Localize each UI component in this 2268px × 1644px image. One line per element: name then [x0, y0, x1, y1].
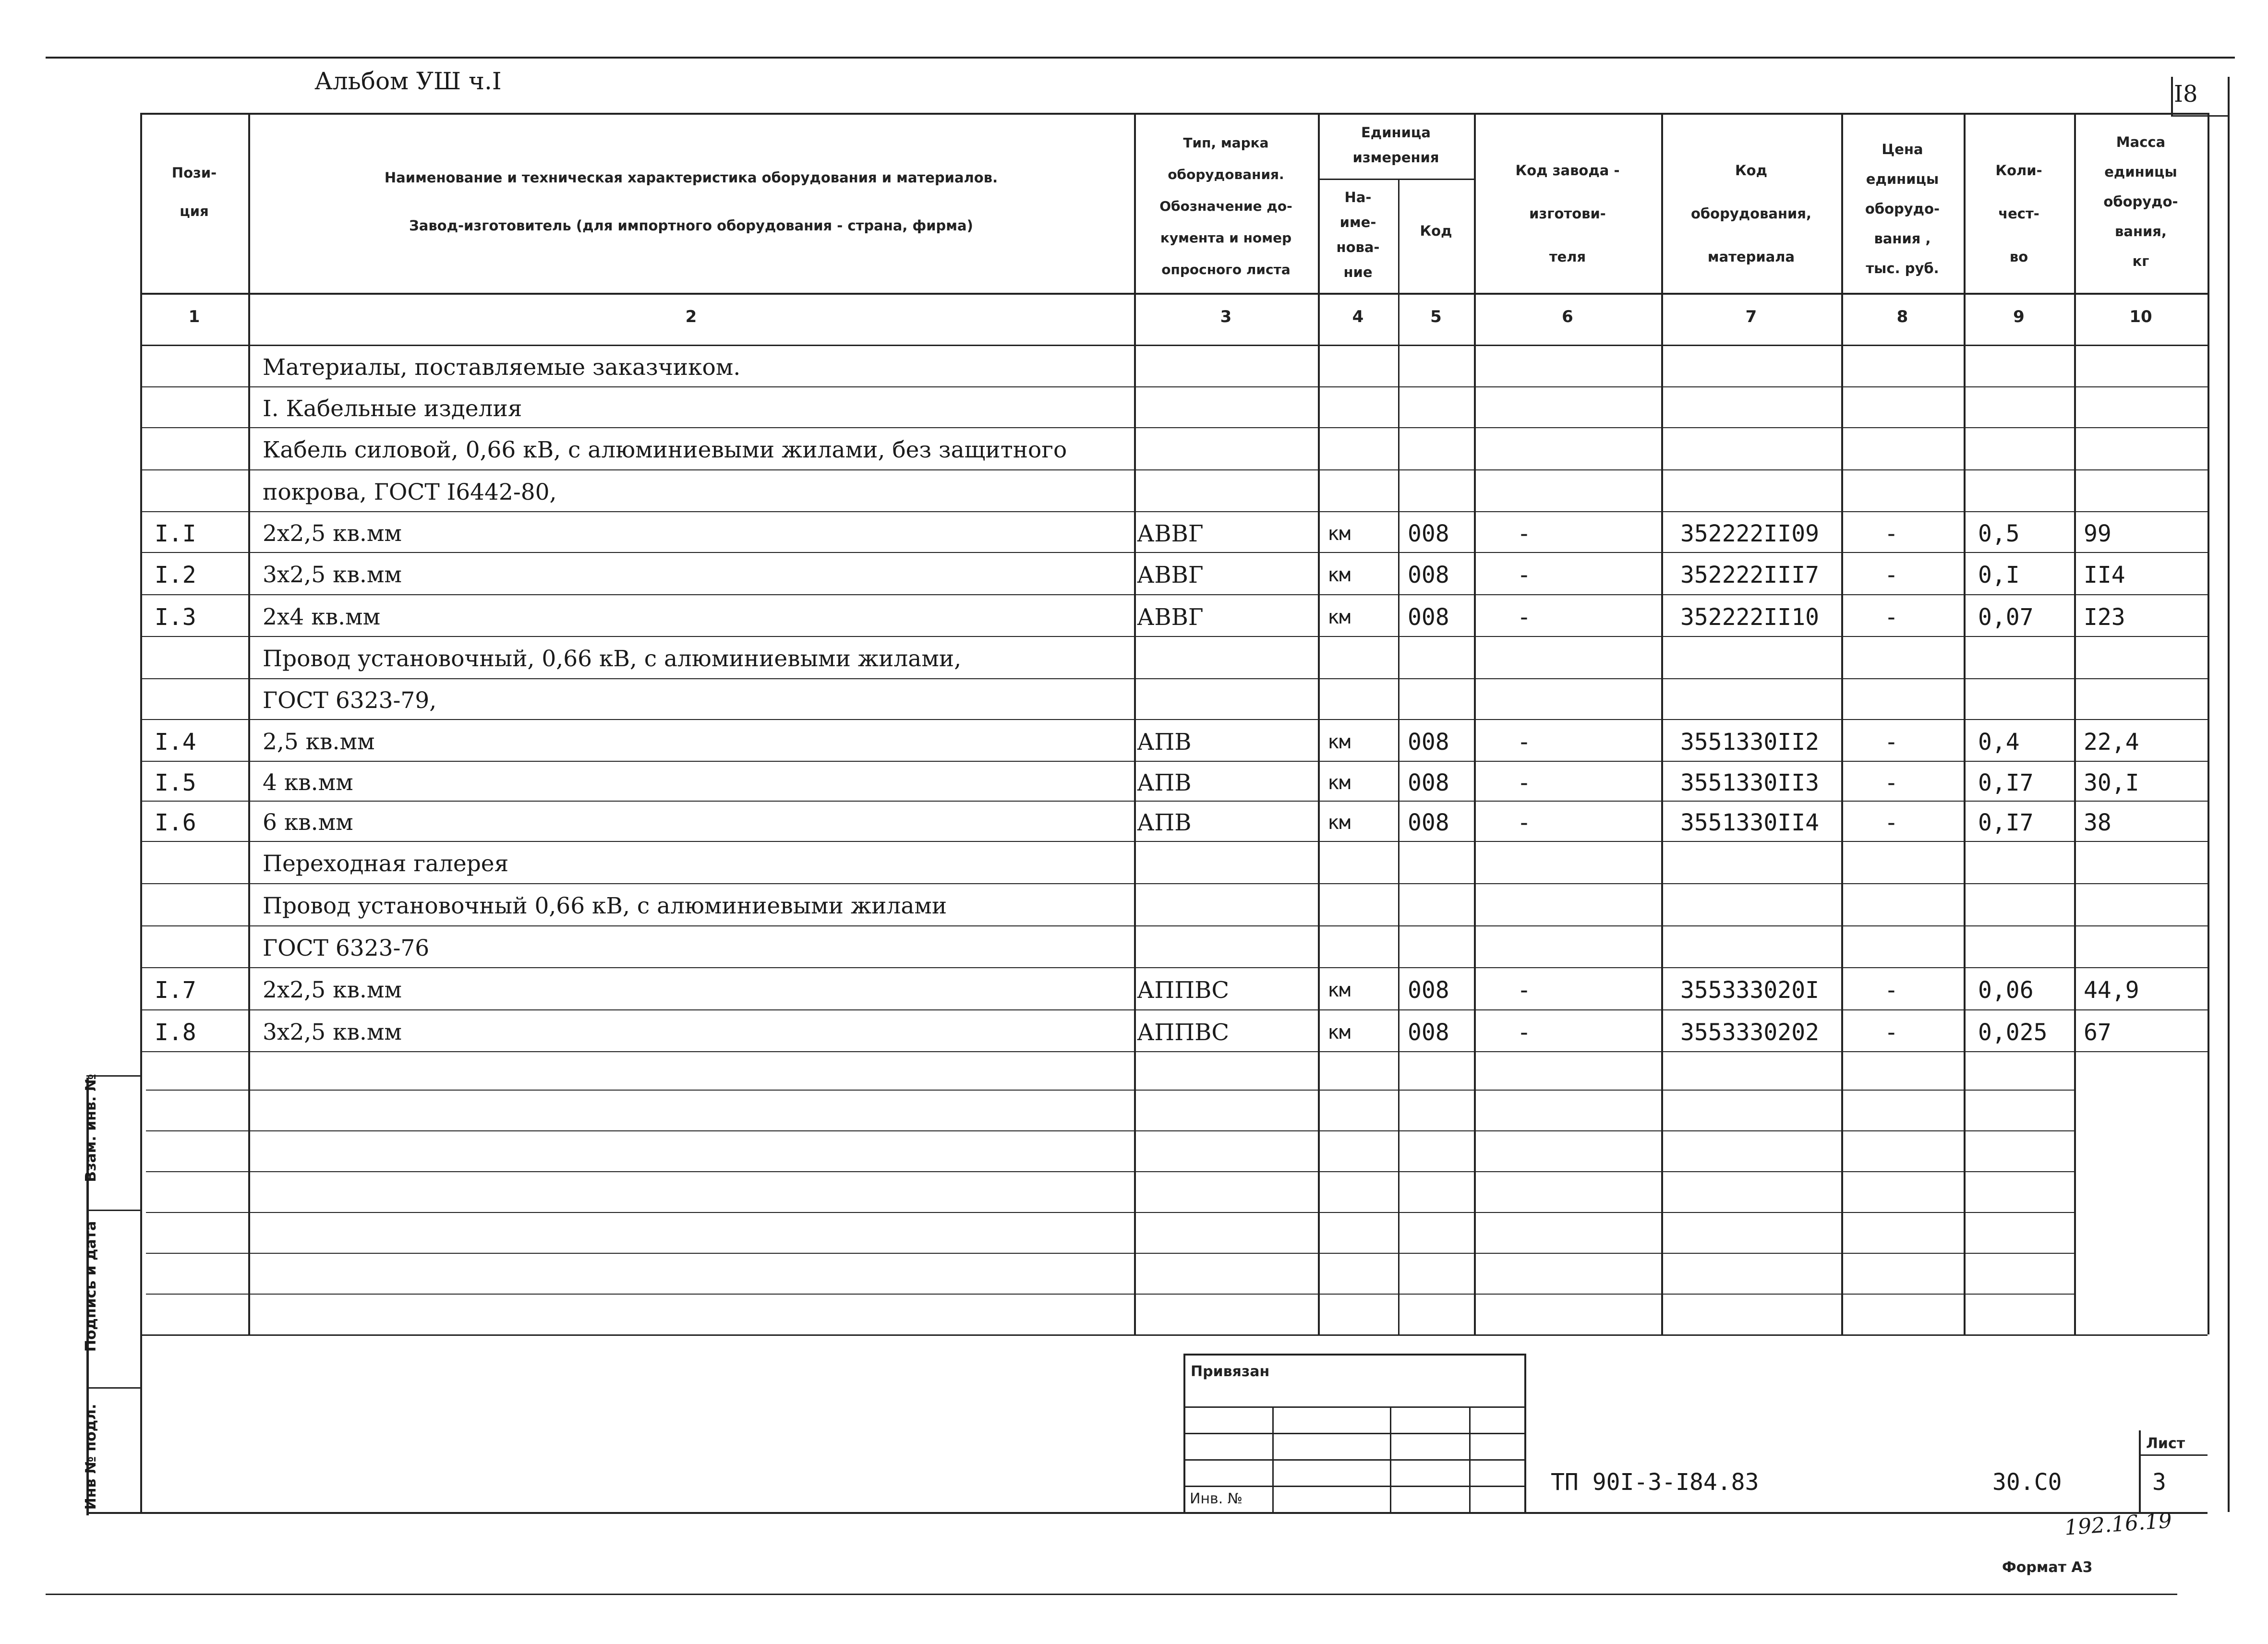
name-cell: ГОСТ 6323-79,	[263, 687, 437, 714]
price-cell: -	[1884, 728, 1898, 756]
position-cell: I.7	[155, 977, 196, 1004]
factory-code-cell: -	[1517, 603, 1531, 631]
name-cell: покрова, ГОСТ I6442-80,	[263, 479, 557, 505]
header-c3-line: оборудования.	[1168, 167, 1284, 182]
factory-code-cell: -	[1517, 1019, 1531, 1046]
stamp-hline	[1183, 1433, 1526, 1434]
row-line	[140, 594, 2208, 595]
name-cell: 2х2,5 кв.мм	[263, 520, 402, 547]
name-cell: 3х2,5 кв.мм	[263, 1019, 402, 1045]
body-bottom-border	[140, 1334, 2208, 1336]
type-cell: АПВ	[1137, 809, 1192, 836]
grid-vline	[1841, 113, 1843, 1334]
stamp-hline	[1183, 1486, 1526, 1487]
factory-code-cell: -	[1517, 769, 1531, 796]
side-label-podpis: Подпись и дата	[83, 1221, 99, 1352]
header-c6	[1474, 149, 1661, 278]
left-strip-vline	[140, 1075, 142, 1512]
header-c10-line: Масса	[2116, 134, 2166, 150]
stamp-vline	[1390, 1406, 1391, 1512]
header-c4	[1318, 185, 1398, 285]
name-cell: 2,5 кв.мм	[263, 728, 375, 755]
album-label: Альбом УШ ч.I	[314, 67, 502, 95]
frame-bottom	[46, 1594, 2177, 1595]
name-cell: Материалы, поставляемые заказчиком.	[263, 354, 741, 381]
quantity-cell: 0,06	[1978, 977, 2034, 1004]
quantity-cell: 0,4	[1978, 728, 2020, 756]
name-cell: Кабель силовой, 0,66 кВ, с алюминиевыми жилами, без защитного	[263, 437, 1067, 463]
row-line	[140, 636, 2208, 637]
row-line	[140, 552, 2208, 553]
type-cell: АППВС	[1137, 977, 1230, 1004]
type-cell: АППВС	[1137, 1019, 1230, 1046]
header-c6-line: теля	[1549, 249, 1586, 265]
stamp-hline	[1183, 1406, 1526, 1408]
header-c45_top-line: Единица	[1361, 124, 1431, 141]
header-c8-line: вания ,	[1874, 230, 1931, 247]
row-line	[140, 841, 2208, 842]
unit-cell: км	[1327, 564, 1351, 586]
header-c7-line: оборудования,	[1690, 205, 1812, 222]
mass-cell: 67	[2084, 1019, 2111, 1046]
mass-cell: 22,4	[2084, 728, 2139, 756]
name-cell: 6 кв.мм	[263, 809, 353, 836]
code-cell: 008	[1408, 562, 1449, 588]
name-cell: Провод установочный, 0,66 кВ, с алюминиевыми жилами,	[263, 646, 962, 672]
code-cell: 008	[1408, 728, 1449, 756]
column-number: 4	[1352, 307, 1364, 326]
type-cell: АПВ	[1137, 769, 1192, 796]
position-cell: I.8	[155, 1019, 196, 1046]
header-c7	[1661, 149, 1841, 278]
header-bottom-border	[140, 293, 2208, 295]
header-c4-line: нова-	[1336, 239, 1380, 255]
price-cell: -	[1884, 603, 1898, 631]
price-cell: -	[1884, 1019, 1898, 1046]
frame-lower-bottom	[86, 1512, 2208, 1514]
column-number: 7	[1745, 307, 1757, 326]
header-c3-line: опросного листа	[1161, 262, 1291, 277]
header-c4-line: ние	[1343, 264, 1373, 280]
side-box-divider	[86, 1387, 142, 1389]
row-line	[140, 925, 2208, 926]
header-c10-line: вания,	[2115, 223, 2167, 240]
quantity-cell: 0,I	[1978, 562, 2020, 588]
row-line	[140, 386, 2208, 387]
column-number: 10	[2129, 307, 2152, 326]
side-label-inv: Инв № подл.	[83, 1404, 99, 1510]
stamp-hline	[1183, 1459, 1526, 1461]
sheet-box-bottom	[2171, 115, 2229, 117]
header-c3-line: Тип, марка	[1183, 135, 1269, 151]
mass-cell: 38	[2084, 809, 2111, 836]
unit-cell: км	[1327, 771, 1351, 794]
price-cell: -	[1884, 809, 1898, 836]
name-cell: ГОСТ 6323-76	[263, 935, 430, 961]
header-c10-line: кг	[2132, 253, 2149, 269]
frame-right	[2228, 77, 2230, 1512]
material-code-cell: 352222II10	[1680, 603, 1819, 631]
empty-row-line	[146, 1130, 2074, 1131]
number-row-bottom-border	[140, 345, 2208, 346]
sheet-box-left	[2171, 77, 2173, 115]
stamp-top	[1183, 1354, 1526, 1356]
stamp-section: 30.С0	[1992, 1469, 2062, 1496]
header-c1-line: ция	[180, 203, 209, 219]
empty-row-line	[146, 1171, 2074, 1172]
mass-cell: II4	[2084, 562, 2125, 588]
header-c7-line: Код	[1735, 162, 1768, 179]
header-c2-line: Наименование и техническая характеристика оборудования и материалов.	[384, 169, 998, 186]
mass-cell: 30,I	[2084, 769, 2139, 796]
header-c3-line: Обозначение до-	[1159, 198, 1292, 214]
header-c5-line: Код	[1420, 223, 1452, 239]
header-c9-line: Коли-	[1995, 162, 2042, 179]
position-cell: I.2	[155, 562, 196, 588]
code-cell: 008	[1408, 809, 1449, 836]
unit-cell: км	[1327, 1021, 1351, 1044]
header-c8-line: тыс. руб.	[1866, 260, 1939, 276]
grid-vline	[1661, 113, 1663, 1334]
name-cell: 2х4 кв.мм	[263, 603, 381, 630]
name-cell: Переходная галерея	[263, 851, 509, 877]
price-cell: -	[1884, 769, 1898, 796]
material-code-cell: 3551330II4	[1680, 809, 1819, 836]
header-c8-line: оборудо-	[1865, 201, 1940, 217]
factory-code-cell: -	[1517, 520, 1531, 547]
unit-cell: км	[1327, 731, 1351, 753]
name-cell: 3х2,5 кв.мм	[263, 562, 402, 588]
row-line	[140, 678, 2208, 679]
header-c2	[248, 154, 1134, 250]
stamp-privyazan: Привязан	[1191, 1363, 1270, 1380]
header-c1-line: Пози-	[171, 165, 217, 181]
column-number: 6	[1562, 307, 1573, 326]
material-code-cell: 3551330II3	[1680, 769, 1819, 796]
header-c3-line: кумента и номер	[1160, 230, 1292, 246]
price-cell: -	[1884, 520, 1898, 547]
mass-cell: I23	[2084, 603, 2125, 631]
header-c8-line: единицы	[1866, 171, 1939, 187]
material-code-cell: 3553330202	[1680, 1019, 1819, 1046]
header-c2-line: Завод-изготовитель (для импортного оборудования - страна, фирма)	[409, 217, 973, 234]
name-cell: 4 кв.мм	[263, 769, 353, 796]
code-cell: 008	[1408, 603, 1449, 631]
name-cell: 2х2,5 кв.мм	[263, 977, 402, 1003]
handwritten-note: 192.16.19	[2063, 1508, 2173, 1540]
unit-cell: км	[1327, 812, 1351, 834]
column-number: 3	[1220, 307, 1232, 326]
position-cell: I.3	[155, 603, 196, 631]
unit-cell: км	[1327, 606, 1351, 628]
row-line	[140, 511, 2208, 512]
material-code-cell: 3551330II2	[1680, 728, 1819, 756]
row-line	[140, 1051, 2208, 1052]
list-box-divider	[2139, 1454, 2208, 1456]
price-cell: -	[1884, 562, 1898, 588]
row-line	[140, 967, 2208, 968]
header-c9-line: чест-	[1998, 205, 2039, 222]
row-line	[140, 883, 2208, 884]
grid-vline	[1964, 113, 1966, 1334]
header-c1	[140, 154, 248, 230]
header-c45_top	[1318, 120, 1474, 170]
price-cell: -	[1884, 977, 1898, 1004]
row-line	[140, 1009, 2208, 1010]
grid-vline	[1474, 113, 1476, 1334]
factory-code-cell: -	[1517, 977, 1531, 1004]
header-c5	[1398, 218, 1474, 243]
row-line	[140, 761, 2208, 762]
grid-vline	[2208, 113, 2209, 1334]
column-number: 1	[188, 307, 200, 326]
code-cell: 008	[1408, 1019, 1449, 1046]
unit-cell: км	[1327, 522, 1351, 545]
name-cell: Провод установочный 0,66 кВ, с алюминиевыми жилами	[263, 893, 947, 919]
header-c45_top-line: измерения	[1352, 149, 1439, 166]
unit-subheader-line	[1318, 179, 1474, 180]
stamp-doc-code: ТП 90I-3-I84.83	[1551, 1469, 1759, 1496]
side-label-vzam: Взам. инв. №	[83, 1074, 99, 1182]
code-cell: 008	[1408, 520, 1449, 547]
grid-vline	[248, 113, 250, 1334]
table-top-border	[140, 113, 2208, 115]
row-line	[140, 719, 2208, 720]
quantity-cell: 0,5	[1978, 520, 2020, 547]
column-number: 2	[685, 307, 697, 326]
header-c6-line: изготови-	[1529, 205, 1606, 222]
stamp-inv-no: Инв. №	[1190, 1490, 1243, 1507]
material-code-cell: 355333020I	[1680, 977, 1819, 1004]
header-c10-line: единицы	[2104, 164, 2177, 180]
stamp-list-label: Лист	[2146, 1435, 2185, 1452]
code-cell: 008	[1408, 769, 1449, 796]
header-c10	[2074, 127, 2208, 276]
header-c10-line: оборудо-	[2103, 193, 2178, 210]
row-line	[140, 427, 2208, 428]
factory-code-cell: -	[1517, 809, 1531, 836]
header-c8-line: Цена	[1882, 141, 1923, 157]
grid-vline-unit	[1398, 179, 1399, 1334]
mass-cell: 99	[2084, 520, 2111, 547]
header-c3	[1134, 127, 1318, 286]
column-number: 8	[1896, 307, 1908, 326]
position-cell: I.I	[155, 520, 196, 547]
empty-row-line	[146, 1090, 2074, 1091]
position-cell: I.4	[155, 728, 196, 756]
empty-row-line	[146, 1294, 2074, 1295]
stamp-vline	[1469, 1406, 1471, 1512]
sheet-number: I8	[2174, 81, 2198, 108]
type-cell: АВВГ	[1137, 603, 1204, 631]
factory-code-cell: -	[1517, 562, 1531, 588]
header-c6-line: Код завода -	[1515, 162, 1620, 179]
grid-vline	[1134, 113, 1136, 1334]
material-code-cell: 352222II09	[1680, 520, 1819, 547]
frame-top	[46, 57, 2235, 59]
type-cell: АВВГ	[1137, 562, 1204, 588]
header-c9-line: во	[2009, 249, 2028, 265]
grid-vline	[2074, 113, 2076, 1334]
format-label: Формат А3	[2002, 1559, 2093, 1576]
column-number: 9	[2013, 307, 2025, 326]
grid-vline	[1318, 113, 1320, 1334]
header-c4-line: На-	[1344, 189, 1372, 205]
quantity-cell: 0,07	[1978, 603, 2034, 631]
position-cell: I.6	[155, 809, 196, 836]
header-c8	[1841, 134, 1964, 283]
material-code-cell: 352222III7	[1680, 562, 1819, 588]
quantity-cell: 0,025	[1978, 1019, 2048, 1046]
empty-row-line	[146, 1212, 2074, 1213]
stamp-vline	[1272, 1406, 1274, 1512]
quantity-cell: 0,I7	[1978, 769, 2034, 796]
header-c4-line: име-	[1339, 214, 1376, 230]
position-cell: I.5	[155, 769, 196, 796]
unit-cell: км	[1327, 979, 1351, 1001]
row-line	[140, 801, 2208, 802]
header-c9	[1964, 149, 2074, 278]
header-c7-line: материала	[1707, 249, 1795, 265]
quantity-cell: 0,I7	[1978, 809, 2034, 836]
name-cell: I. Кабельные изделия	[263, 395, 522, 422]
factory-code-cell: -	[1517, 728, 1531, 756]
column-number: 5	[1430, 307, 1442, 326]
list-box-left	[2139, 1430, 2141, 1512]
mass-cell: 44,9	[2084, 977, 2139, 1004]
type-cell: АПВ	[1137, 728, 1192, 756]
row-line	[140, 469, 2208, 470]
stamp-list-number: 3	[2152, 1469, 2166, 1496]
type-cell: АВВГ	[1137, 520, 1204, 547]
code-cell: 008	[1408, 977, 1449, 1004]
empty-row-line	[146, 1253, 2074, 1254]
